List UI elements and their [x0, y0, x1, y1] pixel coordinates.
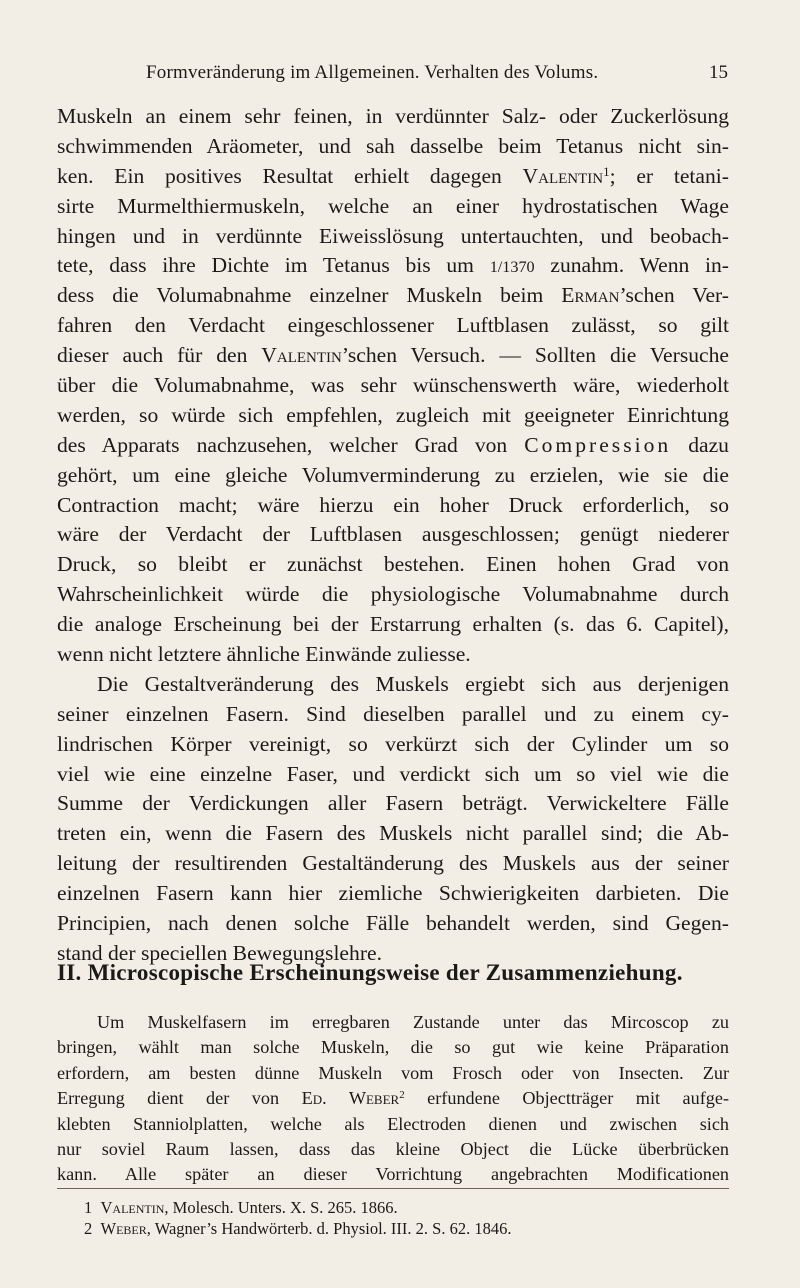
text-line: wenn nicht letztere ähnliche Einwände zuliesse. — [57, 642, 471, 667]
text-line: einzelnen Fasern kann hier ziemliche Schwierigkeiten darbieten. Die — [57, 881, 729, 906]
page-number: 15 — [709, 62, 728, 83]
text-line: Muskeln an einem sehr feinen, in verdünnter Salz- oder Zuckerlösung — [57, 104, 729, 128]
footnote-ref[interactable]: 1 — [603, 163, 610, 179]
text-line: Druck, so bleibt er zunächst bestehen. Einen hohen Grad von — [57, 552, 729, 577]
footnote: 1 Valentin, Molesch. Unters. X. S. 265. 1866. — [84, 1198, 398, 1217]
main-text — [57, 102, 729, 969]
author-name: Valentin — [261, 343, 342, 368]
author-name: Valentin — [522, 163, 604, 188]
text-line: lindrischen Körper vereinigt, so verkürzt sich der Cylinder um so — [57, 731, 729, 756]
footnote-ref[interactable]: 2 — [399, 1089, 405, 1102]
footnotes — [84, 1197, 724, 1239]
text-line: gehört, um eine gleiche Volumverminderung zu erzielen, wie sie die — [57, 462, 729, 487]
text-line: schwimmenden Aräometer, und sah dasselbe beim Tetanus nicht sin- — [57, 133, 729, 158]
author-name: Erman — [561, 283, 620, 308]
text-line: erfordern, am besten dünne Muskeln vom Frosch oder von Insecten. Zur — [57, 1062, 729, 1083]
text-line: über die Volumabnahme, was sehr wünschenswerth wäre, wiederholt — [57, 373, 729, 398]
text-line: dieser auch für den Valentin’schen Versuch. — Sollten die Versuche — [57, 343, 729, 368]
text-line: Erregung dient der von Ed. Weber$^2$ erfundene Objectträger mit aufge- — [57, 1088, 730, 1109]
text-line: viel wie eine einzelne Faser, und verdickt sich um so viel wie die — [57, 761, 729, 786]
text-line: Um Muskelfasern im erregbaren Zustande unter das Mircoscop zu — [97, 1012, 729, 1032]
footnote: 2 Weber, Wagner’s Handwörterb. d. Physiol. III. 2. S. 62. 1846. — [84, 1219, 512, 1238]
text-line: nur soviel Raum lassen, dass das kleine Object die Lücke überbrücken — [57, 1138, 729, 1159]
spaced-emphasis: Compression — [524, 432, 672, 457]
section-heading: II. Microscopische Erscheinungsweise der Zusammenziehung. — [57, 960, 683, 985]
text-line: wäre der Verdacht der Luftblasen ausgeschlossen; genügt niederer — [57, 522, 729, 547]
text-line: die analoge Erscheinung bei der Erstarrung erhalten (s. das 6. Capitel), — [57, 612, 729, 637]
author-name: Valentin — [100, 1198, 165, 1217]
footnote-divider — [57, 1188, 729, 1189]
text-line: Contraction macht; wäre hierzu ein hoher Druck erforderlich, so — [57, 492, 729, 517]
text-line: stand der speciellen Bewegungslehre. — [57, 940, 382, 965]
text-line: fahren den Verdacht eingeschlossener Luftblasen zulässt, so gilt — [57, 313, 729, 338]
text-line: werden, so würde sich empfehlen, zugleich mit geeigneter Einrichtung — [57, 402, 729, 427]
text-line: tete, dass ihre Dichte im Tetanus bis um 1/1370 zunahm. Wenn in- — [57, 253, 729, 278]
text-line: dess die Volumabnahme einzelner Muskeln beim Erman’schen Ver- — [57, 283, 729, 308]
text-line: leitung der resultirenden Gestaltänderung des Muskels aus der seiner — [57, 851, 729, 876]
section-text — [57, 1010, 729, 1188]
running-header — [120, 62, 728, 88]
text-line: Summe der Verdickungen aller Fasern beträgt. Verwickeltere Fälle — [57, 791, 729, 816]
text-line: ken. Ein positives Resultat erhielt dagegen Valentin$^1$; er tetani- — [57, 163, 729, 188]
text-line: hingen und in verdünnte Eiweisslösung untertauchten, und beobach- — [57, 223, 729, 248]
author-name: Ed. Weber — [301, 1088, 400, 1109]
author-name: Weber — [100, 1219, 147, 1238]
text-line: sirte Murmelthiermuskeln, welche an einer hydrostatischen Wage — [57, 193, 729, 218]
text-line: kann. Alle später an dieser Vorrichtung angebrachten Modificationen — [57, 1164, 729, 1185]
text-line: Die Gestaltveränderung des Muskels ergiebt sich aus derjenigen — [97, 671, 729, 696]
text-line: Wahrscheinlichkeit würde die physiologische Volumabnahme durch — [57, 582, 729, 607]
text-line: Principien, nach denen solche Fälle behandelt werden, sind Gegen- — [57, 911, 729, 936]
text-line: bringen, wählt man solche Muskeln, die so gut wie keine Präparation — [57, 1037, 729, 1058]
text-line: treten ein, wenn die Fasern des Muskels nicht parallel sind; die Ab- — [57, 821, 729, 846]
text-line: seiner einzelnen Fasern. Sind dieselben parallel und zu einem cy- — [57, 701, 729, 726]
fraction: 1/1370 — [489, 258, 535, 277]
running-title: Formveränderung im Allgemeinen. Verhalten des Volums. — [146, 62, 599, 83]
text-line: klebten Stanniolplatten, welche als Electroden dienen und zwischen sich — [57, 1113, 729, 1134]
text-line: des Apparats nachzusehen, welcher Grad von Compression dazu — [57, 432, 729, 457]
